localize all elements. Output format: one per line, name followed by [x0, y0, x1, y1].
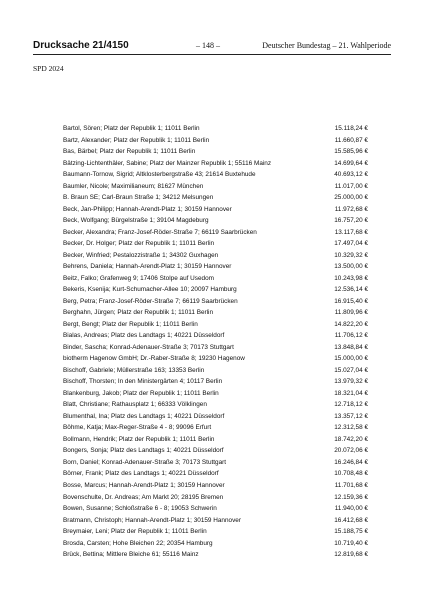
donor-entry: Brosda, Carsten; Hohe Bleichen 22; 20354 Hamburg [63, 539, 213, 547]
donation-row [63, 445, 368, 457]
donor-entry: Breymaier, Leni; Platz der Republik 1; 11011 Berlin [63, 528, 207, 536]
donation-amount: 11.809,96 € [334, 309, 368, 317]
donor-entry: Bratmann, Christoph; Hannah-Arendt-Platz 1; 30159 Hannover [63, 516, 241, 524]
donation-row [63, 457, 368, 469]
donation-amount: 13.848,84 € [334, 343, 368, 351]
donor-entry: Berg, Petra; Franz-Josef-Röder-Straße 7; 66119 Saarbrücken [63, 297, 238, 305]
donor-entry: Blankenburg, Jakob; Platz der Republik 1; 11011 Berlin [63, 389, 219, 397]
donation-row [63, 146, 368, 158]
donation-amount: 15.188,75 € [334, 528, 368, 536]
donation-amount: 17.497,04 € [334, 240, 368, 248]
donor-entry: Bischoff, Thorsten; In den Ministergärten 4; 10117 Berlin [63, 378, 223, 386]
donation-amount: 18.742,20 € [334, 435, 368, 443]
donation-row [63, 250, 368, 262]
donor-entry: Bosse, Marcus; Hannah-Arendt-Platz 1; 30159 Hannover [63, 481, 225, 489]
donation-amount: 10.329,32 € [334, 251, 368, 259]
donation-amount: 10.243,98 € [334, 274, 368, 282]
donation-row [63, 503, 368, 515]
donation-row [63, 365, 368, 377]
donor-entry: biotherm Hagenow GmbH; Dr.-Raber-Straße 8; 19230 Hagenow [63, 355, 245, 363]
donation-row [63, 342, 368, 354]
donation-amount: 13.979,32 € [334, 378, 368, 386]
donation-amount: 40.693,12 € [334, 171, 368, 179]
donation-row [63, 261, 368, 273]
donation-amount: 13.500,00 € [334, 263, 368, 271]
donation-row [63, 434, 368, 446]
donation-amount: 20.072,06 € [334, 447, 368, 455]
donor-entry: Binder, Sascha; Konrad-Adenauer-Straße 3; 70173 Stuttgart [63, 343, 234, 351]
donation-row [63, 169, 368, 181]
donation-row [63, 319, 368, 331]
donor-entry: Bekeris, Ksenija; Kurt-Schumacher-Allee 10; 20097 Hamburg [63, 286, 237, 294]
donor-entry: Bätzing-Lichtenthäler, Sabine; Platz der Mainzer Republik 1; 55116 Mainz [63, 159, 272, 167]
donation-row [63, 480, 368, 492]
donor-entry: Baumann-Tornow, Sigrid; Altklosterbergstraße 43; 21614 Buxtehude [63, 171, 256, 179]
donor-entry: Blatt, Christiane; Rathausplatz 1; 66333 Völklingen [63, 401, 207, 409]
donor-entry: Becker, Winfried; Pestalozzistraße 1; 34302 Guxhagen [63, 251, 219, 259]
document-id: Drucksache 21/4150 [33, 40, 129, 51]
donor-entry: Berghahn, Jürgen; Platz der Republik 1; 11011 Berlin [63, 309, 214, 317]
donation-row [63, 526, 368, 538]
donation-row [63, 353, 368, 365]
donor-entry: Becker, Dr. Holger; Platz der Republik 1; 11011 Berlin [63, 240, 215, 248]
donation-row [63, 549, 368, 561]
donation-row [63, 215, 368, 227]
donation-amount: 15.000,00 € [334, 355, 368, 363]
donation-amount: 16.915,40 € [334, 297, 368, 305]
donation-row [63, 388, 368, 400]
donation-amount: 11.706,12 € [334, 332, 368, 340]
donor-entry: Bergt, Bengt; Platz der Republik 1; 11011 Berlin [63, 320, 198, 328]
donation-row [63, 181, 368, 193]
donation-row [63, 515, 368, 527]
donation-amount: 12.718,12 € [334, 401, 368, 409]
donor-entry: Beitz, Falko; Grafenweg 9; 17406 Stolpe auf Usedom [63, 274, 214, 282]
donation-amount: 18.321,04 € [334, 389, 368, 397]
donation-amount: 15.027,04 € [334, 366, 368, 374]
donation-amount: 16.757,20 € [334, 217, 368, 225]
donation-row [63, 376, 368, 388]
donation-amount: 25.000,00 € [334, 194, 368, 202]
donation-amount: 12.819,68 € [334, 551, 368, 559]
donor-entry: B. Braun SE; Carl-Braun Straße 1; 34212 Melsungen [63, 194, 214, 202]
donation-amount: 11.017,00 € [334, 182, 368, 190]
donation-row [63, 330, 368, 342]
donation-row [63, 399, 368, 411]
donation-row [63, 492, 368, 504]
donation-amount: 12.312,58 € [334, 424, 368, 432]
donation-amount: 11.701,68 € [334, 481, 368, 489]
donation-amount: 14.822,20 € [334, 320, 368, 328]
donation-row [63, 227, 368, 239]
donation-row [63, 123, 368, 135]
donor-entry: Becker, Alexandra; Franz-Josef-Röder-Straße 7; 66119 Saarbrücken [63, 228, 257, 236]
donor-entry: Bartol, Sören; Platz der Republik 1; 11011 Berlin [63, 125, 200, 132]
page-header [33, 40, 391, 55]
donor-entry: Bowen, Susanne; Schloßstraße 6 - 8; 19053 Schwerin [63, 505, 217, 513]
donation-amount: 10.719,40 € [334, 539, 368, 547]
donation-amount: 10.708,48 € [334, 470, 368, 478]
donor-entry: Bongers, Sonja; Platz des Landtags 1; 40221 Düsseldorf [63, 447, 224, 455]
donor-entry: Böhme, Katja; Max-Reger-Straße 4 - 8; 99096 Erfurt [63, 424, 212, 432]
donation-amount: 11.972,68 € [334, 205, 368, 213]
donor-entry: Bartz, Alexander; Platz der Republik 1; 11011 Berlin [63, 136, 210, 144]
donor-entry: Baumler, Nicole; Maximilianeum; 81627 München [63, 182, 204, 190]
donor-entry: Brück, Bettina; Mittlere Bleiche 61; 55116 Mainz [63, 551, 199, 559]
donor-entry: Bischoff, Gabriele; Müllerstraße 163; 13353 Berlin [63, 366, 205, 374]
donation-amount: 16.246,84 € [334, 458, 368, 466]
donation-row [63, 238, 368, 250]
donor-entry: Bovenschulte, Dr. Andreas; Am Markt 20; 28195 Bremen [63, 493, 224, 501]
page-number: – 148 – [196, 41, 220, 50]
donation-amount: 11.940,00 € [334, 505, 368, 513]
donor-entry: Blumenthal, Ina; Platz des Landtags 1; 40221 Düsseldorf [63, 412, 225, 420]
donation-row [63, 273, 368, 285]
donation-row [63, 422, 368, 434]
donor-entry: Bialas, Andreas; Platz des Landtags 1; 40221 Düsseldorf [63, 332, 225, 340]
donor-entry: Bas, Bärbel; Platz der Republik 1; 11011 Berlin [63, 148, 196, 156]
donation-amount: 13.117,68 € [334, 228, 368, 236]
donation-amount: 15.118,24 € [334, 125, 368, 132]
donation-amount: 11.660,87 € [334, 136, 368, 144]
donor-entry: Bollmann, Hendrik; Platz der Republik 1; 11011 Berlin [63, 435, 215, 443]
donor-entry: Born, Daniel; Konrad-Adenauer-Straße 3; 70173 Stuttgart [63, 458, 227, 466]
donation-row [63, 135, 368, 147]
donation-row [63, 204, 368, 216]
donor-entry: Börner, Frank; Platz des Landtags 1; 40221 Düsseldorf [63, 470, 219, 478]
donor-entry: Beck, Jan-Philipp; Hannah-Arendt-Platz 1; 30159 Hannover [63, 205, 232, 213]
donation-list [63, 123, 368, 561]
donation-row [63, 192, 368, 204]
donation-row [63, 307, 368, 319]
donation-amount: 12.536,14 € [334, 286, 368, 294]
donor-entry: Behrens, Daniela; Hannah-Arendt-Platz 1; 30159 Hannover [63, 263, 232, 271]
donation-amount: 13.357,12 € [334, 412, 368, 420]
donation-row [63, 538, 368, 550]
parliament-period: Deutscher Bundestag – 21. Wahlperiode [262, 41, 391, 50]
donation-amount: 16.412,68 € [334, 516, 368, 524]
donation-row [63, 296, 368, 308]
donation-row [63, 468, 368, 480]
section-label: SPD 2024 [33, 64, 64, 73]
donation-amount: 15.585,96 € [334, 148, 368, 156]
donation-row [63, 411, 368, 423]
donation-amount: 14.699,64 € [334, 159, 368, 167]
donation-row [63, 284, 368, 296]
donation-amount: 12.159,36 € [334, 493, 368, 501]
donation-row [63, 158, 368, 170]
donor-entry: Beck, Wolfgang; Bürgelstraße 1; 39104 Magdeburg [63, 217, 209, 225]
